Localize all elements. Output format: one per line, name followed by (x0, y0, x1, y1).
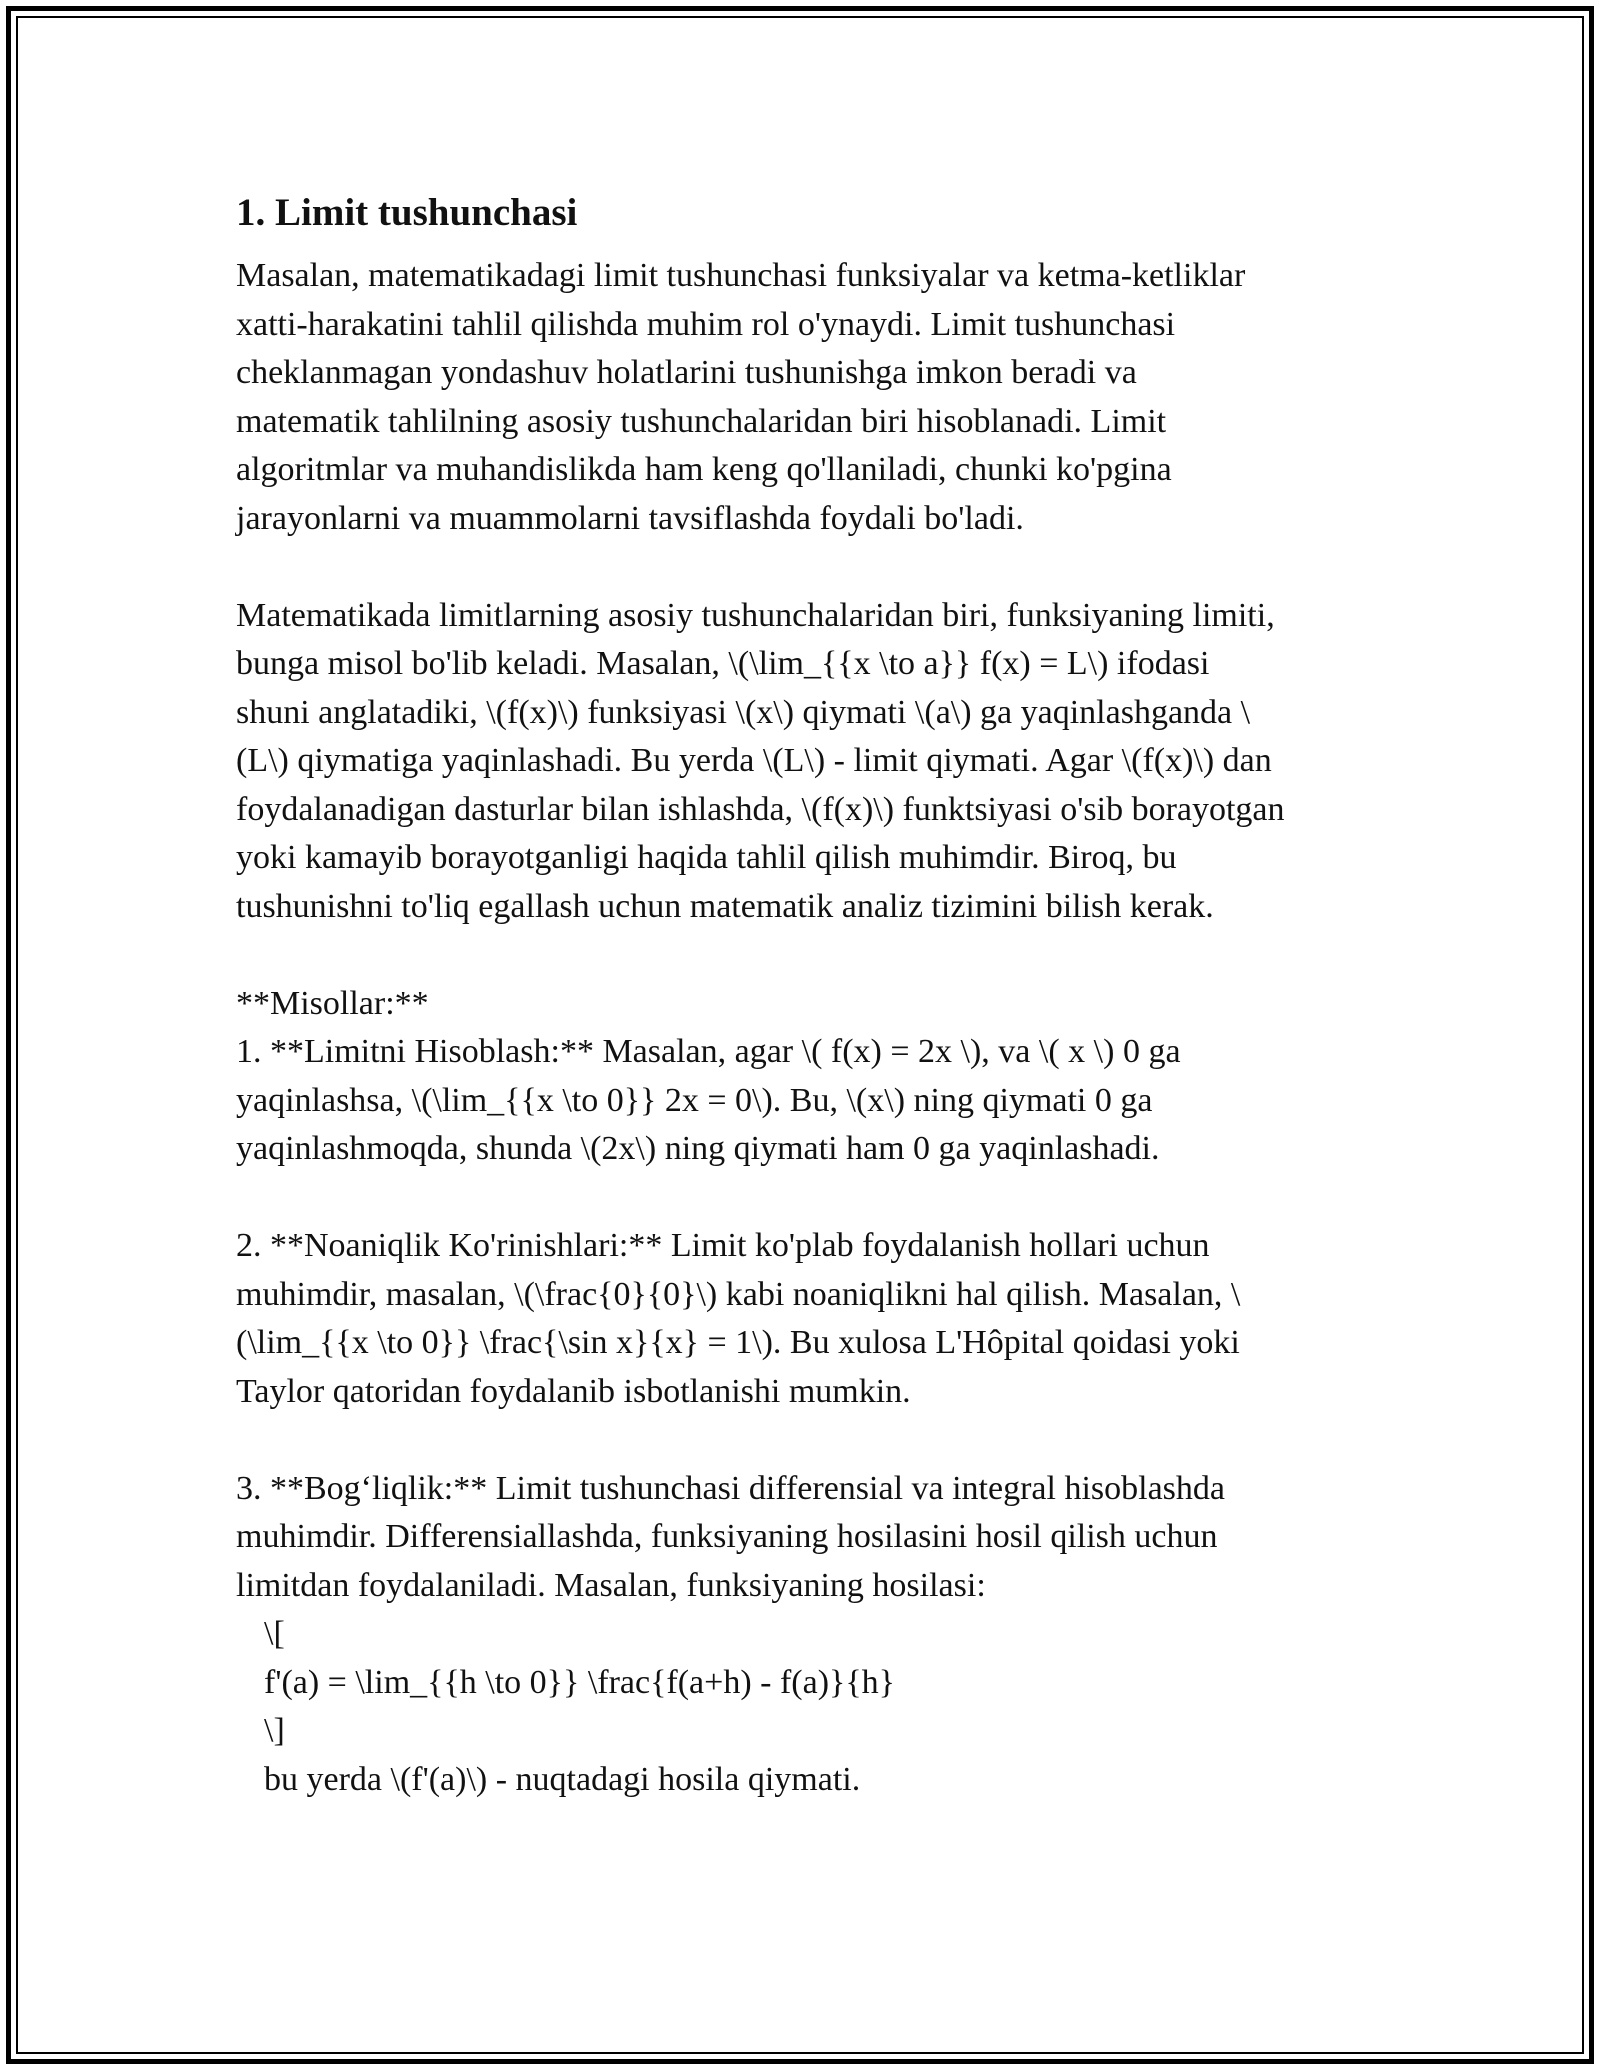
formula-close-delimiter: \] (264, 1712, 285, 1749)
paragraph-examples-3: 3. **Bog‘liqlik:** Limit tushunchasi differensial va integral hisoblashda muhimdir. Differensiallashda, funksiyaning hosilasini hosil qilish uchun limitdan foydalaniladi. Masalan, funksiyaning hosilasi: (236, 1469, 1225, 1604)
section-heading: 1. Limit tushunchasi (236, 191, 578, 234)
formula-open-delimiter: \[ (264, 1615, 285, 1652)
document-body (236, 186, 1376, 1804)
paragraph-gap (236, 543, 1376, 592)
derivative-formula: f'(a) = \lim_{{h \to 0}} \frac{f(a+h) - f(a)}{h} (264, 1663, 895, 1701)
paragraph-function-limit: Matematikada limitlarning asosiy tushunchalaridan biri, funksiyaning limiti, bunga misol bo'lib keladi. Masalan, \(\lim_{{x \to a}} f(x) = L\) ifodasi shuni anglatadiki, \(f(x)\) funksiyasi \(x\) qiymati \(a\) ga yaqinlashganda \ (L\) qiymatiga yaqinlashadi. Bu yerda \(L\) - limit qiymati. Agar \(f(x)\) dan foydalanadigan dasturlar bilan ishlashda, \(f(x)\) funktsiyasi o'sib borayotgan yoki kamayib borayotganligi haqida tahlil qilish muhimdir. Biroq, bu tushunishni to'liq egallash uchun matematik analiz tizimini bilish kerak. (236, 596, 1285, 925)
paragraph-examples-2: 2. **Noaniqlik Ko'rinishlari:** Limit ko'plab foydalanish hollari uchun muhimdir, masalan, \(\frac{0}{0}\) kabi noaniqlikni hal qilish. Masalan, \ (\lim_{{x \to 0}} \frac{\sin x}{x} = 1\). Bu xulosa L'Hôpital qoidasi yoki Taylor qatoridan foydalanib isbotlanishi mumkin. (236, 1227, 1241, 1410)
paragraph-intro: Masalan, matematikadagi limit tushunchasi funksiyalar va ketma-ketliklar xatti-harakatini tahlil qilishda muhim rol o'ynaydi. Limit tushunchasi cheklanmagan yondashuv holatlarini tushunishga imkon beradi va matematik tahlilning asosiy tushunchalaridan biri hisoblanadi. Limit algoritmlar va muhandislikda ham keng qo'llaniladi, chunki ko'pgina jarayonlarni va muammolarni tavsiflashda foydali bo'ladi. (236, 257, 1246, 537)
paragraph-gap (236, 931, 1376, 980)
paragraph-gap (236, 1174, 1376, 1223)
paragraph-gap (236, 1416, 1376, 1465)
formula-note: bu yerda \(f'(a)\) - nuqtadagi hosila qiymati. (264, 1760, 861, 1798)
paragraph-examples-1: **Misollar:** 1. **Limitni Hisoblash:** Masalan, agar \( f(x) = 2x \), va \( x \) 0 ga yaqinlashsa, \(\lim_{{x \to 0}} 2x = 0\). Bu, \(x\) ning qiymati 0 ga yaqinlashmoqda, shunda \(2x\) ning qiymati ham 0 ga yaqinlashadi. (236, 984, 1181, 1167)
